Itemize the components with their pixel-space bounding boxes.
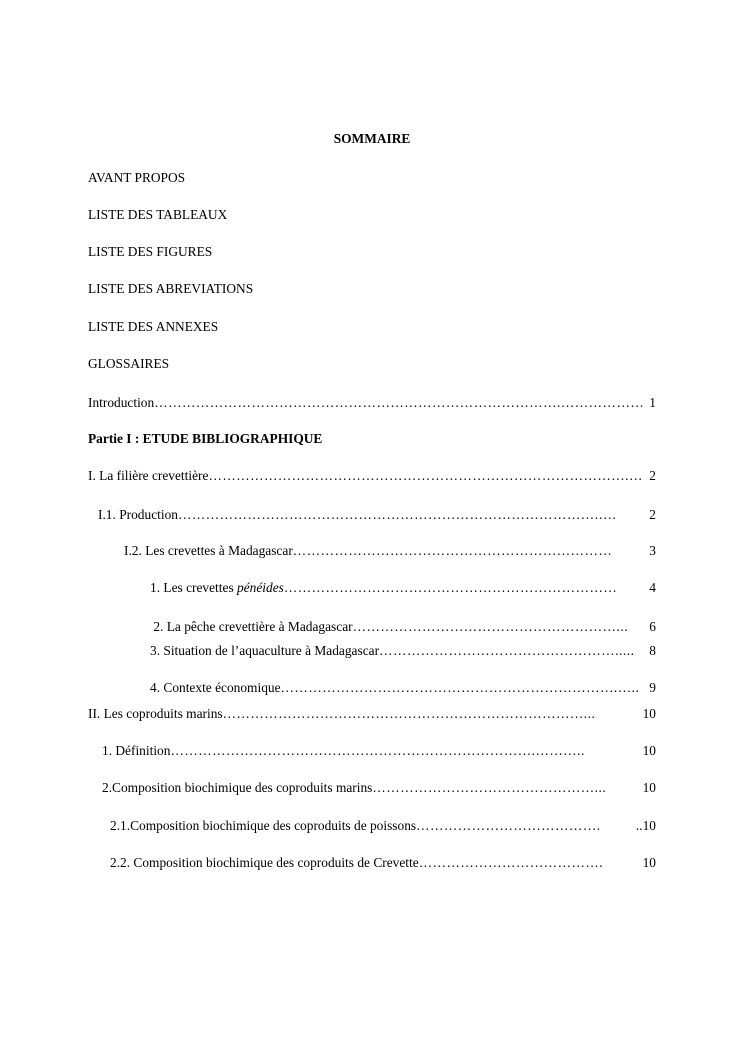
toc-entry	[88, 468, 656, 484]
toc-entry	[88, 706, 656, 722]
toc-entry-label: I.1. Production	[98, 507, 178, 522]
toc-entry	[102, 743, 656, 759]
toc-leader: ……………………………………………………………………...	[222, 706, 596, 721]
toc-entry-label: 2.2. Composition biochimique des coproduits de Crevette	[110, 855, 419, 870]
toc-entry-label: I.2. Les crevettes à Madagascar	[124, 543, 293, 558]
toc-page-number: 4	[649, 580, 656, 595]
toc-leader: ……………………………………………………………….…..	[280, 680, 640, 695]
toc-entry	[150, 580, 656, 596]
toc-entry-label: 3. Situation de l’aquaculture à Madagascar	[150, 643, 380, 658]
front-matter-liste-abreviations: LISTE DES ABREVIATIONS	[88, 281, 254, 296]
toc-page-number: 1	[649, 395, 656, 410]
front-matter-glossaires: GLOSSAIRES	[88, 356, 170, 371]
toc-entry	[110, 855, 656, 871]
front-matter-avant-propos: AVANT PROPOS	[88, 170, 186, 185]
toc-entry-label: 2. La pêche crevettière à Madagascar	[150, 619, 353, 634]
toc-page-number: 2	[649, 507, 656, 522]
front-matter-liste-figures: LISTE DES FIGURES	[88, 244, 213, 259]
toc-entry	[150, 680, 656, 696]
toc-leader: …………………………………………………...	[352, 619, 629, 634]
toc-entry	[88, 395, 656, 411]
toc-entry-label: 4. Contexte économique	[150, 680, 281, 695]
toc-leader: ……………………………………………………………………………….…	[208, 468, 643, 483]
toc-leader: ……………………………………………………………………………….….	[177, 507, 617, 522]
toc-leader: ………………………………….	[418, 855, 604, 870]
toc-page-number: 6	[649, 619, 656, 634]
toc-leader: ……………………………………………………………	[292, 543, 613, 558]
toc-entry	[150, 643, 656, 659]
toc-entry	[110, 818, 656, 834]
toc-leader: …………………………………………...	[372, 780, 607, 795]
toc-page-number: 2	[649, 468, 656, 483]
toc-leader: …………………………………………………………………………….………………	[154, 395, 645, 410]
part-heading: Partie I : ETUDE BIBLIOGRAPHIQUE	[88, 431, 323, 446]
toc-entry-label: 2.1.Composition biochimique des coproduits de poissons	[110, 818, 417, 833]
front-matter-liste-tableaux: LISTE DES TABLEAUX	[88, 207, 228, 222]
toc-page-number: ..10	[635, 818, 656, 833]
toc-entry-label: II. Les coproduits marins	[88, 706, 223, 721]
toc-entry	[124, 543, 656, 559]
toc-entry	[98, 507, 656, 523]
toc-page-number: 8	[649, 643, 656, 658]
toc-page-number: 10	[642, 743, 656, 758]
toc-entry-label: 2.Composition biochimique des coproduits marins	[102, 780, 373, 795]
toc-page-number: 9	[649, 680, 656, 695]
toc-entry-label-text: 1. Les crevettes	[150, 580, 237, 595]
toc-leader: …………………………………………….....	[379, 643, 635, 658]
toc-page-number: 10	[642, 780, 656, 795]
toc-entry-label-italic: pénéides	[237, 580, 284, 595]
toc-entry-label	[150, 580, 284, 596]
toc-leader: …………………………………………………………………….………..	[170, 743, 585, 758]
front-matter-liste-annexes: LISTE DES ANNEXES	[88, 319, 219, 334]
toc-page-number: 10	[642, 855, 656, 870]
toc-leader: ………………………………….	[416, 818, 601, 833]
toc-entry-label: I. La filière crevettière	[88, 468, 209, 483]
toc-page-number: 3	[649, 543, 656, 558]
toc-entry-label: 1. Définition	[102, 743, 171, 758]
page-title: SOMMAIRE	[333, 131, 411, 146]
toc-entry-label: Introduction	[88, 395, 155, 410]
toc-page-number: 10	[642, 706, 656, 721]
toc-entry	[150, 619, 656, 635]
toc-leader: ………………………………………………………………	[283, 580, 618, 595]
toc-entry	[102, 780, 656, 796]
